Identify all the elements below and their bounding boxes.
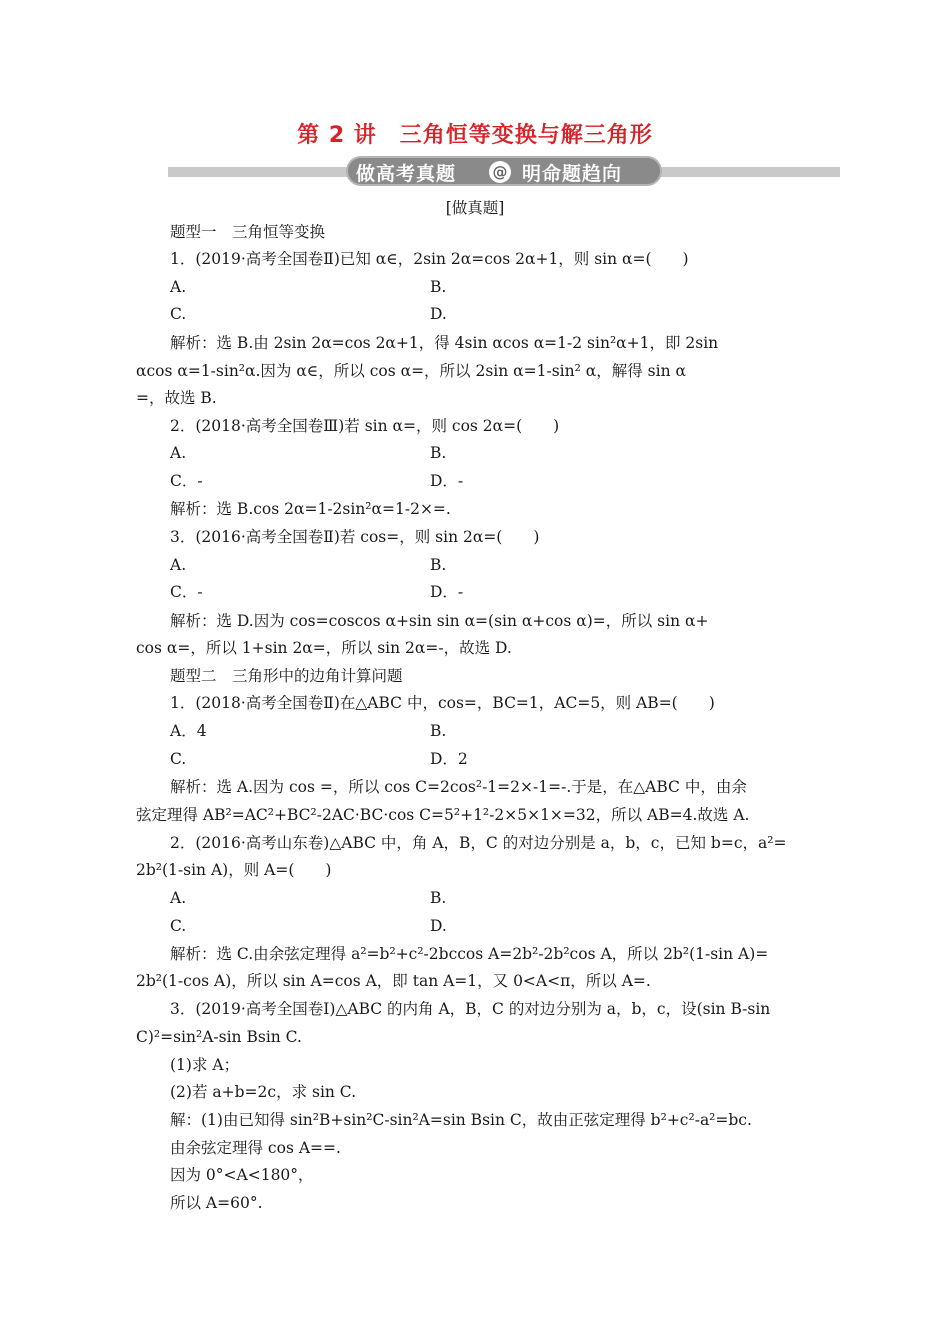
section-banner bbox=[168, 156, 840, 188]
option-a: A. bbox=[170, 556, 187, 574]
option-d: D．2 bbox=[430, 750, 468, 768]
solution-text: 解析：选 B.由 2sin 2α=cos 2α+1，得 4sin αcos α=1-2 sin²α+1，即 2sin bbox=[170, 334, 719, 352]
question-text: 2．(2016·高考山东卷)△ABC 中，角 A，B，C 的对边分别是 a，b，c，已知 b=c，a²= bbox=[170, 834, 787, 852]
question-text: 1．(2019·高考全国卷Ⅱ)已知 α∈，2sin 2α=cos 2α+1，则 sin α=( ) bbox=[170, 250, 689, 268]
at-icon: @ bbox=[489, 161, 511, 183]
option-c: C. bbox=[170, 917, 187, 935]
option-d: D. bbox=[430, 305, 447, 323]
topic-heading: 题型二 三角形中的边角计算问题 bbox=[170, 667, 403, 685]
solution-text: 由余弦定理得 cos A==. bbox=[170, 1139, 341, 1157]
solution-text: αcos α=1-sin²α.因为 α∈，所以 cos α=，所以 2sin α=1-sin² α，解得 sin α bbox=[136, 362, 686, 380]
option-c: C．- bbox=[170, 472, 203, 490]
option-d: D. bbox=[430, 917, 447, 935]
option-c: C. bbox=[170, 750, 187, 768]
option-a: A. bbox=[170, 889, 187, 907]
option-a: A. bbox=[170, 444, 187, 462]
solution-text: 所以 A=60°. bbox=[170, 1194, 263, 1212]
question-text: 3．(2016·高考全国卷Ⅱ)若 cos=，则 sin 2α=( ) bbox=[170, 528, 540, 546]
question-text: C)²=sin²A-sin Bsin C. bbox=[136, 1028, 302, 1046]
sub-question: (2)若 a+b=2c，求 sin C. bbox=[170, 1083, 357, 1101]
solution-text: 因为 0°<A<180°， bbox=[170, 1166, 314, 1184]
banner-right-text: 明命题趋向 bbox=[522, 163, 623, 185]
option-b: B. bbox=[430, 556, 447, 574]
solution-text: 弦定理得 AB²=AC²+BC²-2AC·BC·cos C=5²+1²-2×5×1×=32，所以 AB=4.故选 A. bbox=[136, 806, 750, 824]
question-text: 2．(2018·高考全国卷Ⅲ)若 sin α=，则 cos 2α=( ) bbox=[170, 417, 560, 435]
option-d: D．- bbox=[430, 472, 464, 490]
question-text: 2b²(1-sin A)，则 A=( ) bbox=[136, 861, 332, 879]
option-d: D．- bbox=[430, 583, 464, 601]
option-b: B. bbox=[430, 722, 447, 740]
solution-text: 解析：选 C.由余弦定理得 a²=b²+c²-2bccos A=2b²-2b²cos A，所以 2b²(1-sin A)= bbox=[170, 945, 769, 963]
page-title: 第 2 讲 三角恒等变换与解三角形 bbox=[297, 123, 653, 148]
sub-question: (1)求 A； bbox=[170, 1056, 240, 1074]
subsection-heading: [做真题] bbox=[445, 199, 505, 217]
option-a: A．4 bbox=[170, 722, 207, 740]
solution-text: cos α=，所以 1+sin 2α=，所以 sin 2α=-，故选 D. bbox=[136, 639, 512, 657]
banner-left-text: 做高考真题 bbox=[356, 163, 457, 185]
solution-text: 解：(1)由已知得 sin²B+sin²C-sin²A=sin Bsin C，故由正弦定理得 b²+c²-a²=bc. bbox=[170, 1111, 752, 1129]
banner-bar-right bbox=[652, 167, 840, 177]
banner-bar-left bbox=[168, 167, 356, 177]
solution-text: 解析：选 A.因为 cos =，所以 cos C=2cos²-1=2×-1=-.于是，在△ABC 中，由余 bbox=[170, 778, 747, 796]
solution-text: 2b²(1-cos A)，所以 sin A=cos A，即 tan A=1，又 0<A<π，所以 A=. bbox=[136, 972, 651, 990]
option-c: C. bbox=[170, 305, 187, 323]
option-b: B. bbox=[430, 444, 447, 462]
question-text: 1．(2018·高考全国卷Ⅱ)在△ABC 中，cos=，BC=1，AC=5，则 AB=( ) bbox=[170, 694, 715, 712]
solution-text: =，故选 B. bbox=[136, 389, 217, 407]
option-c: C．- bbox=[170, 583, 203, 601]
question-text: 3．(2019·高考全国卷Ⅰ)△ABC 的内角 A，B，C 的对边分别为 a，b，c，设(sin B-sin bbox=[170, 1000, 771, 1018]
option-b: B. bbox=[430, 278, 447, 296]
solution-text: 解析：选 D.因为 cos=coscos α+sin sin α=(sin α+cos α)=，所以 sin α+ bbox=[170, 612, 709, 630]
solution-text: 解析：选 B.cos 2α=1-2sin²α=1-2×=. bbox=[170, 500, 451, 518]
topic-heading: 题型一 三角恒等变换 bbox=[170, 223, 326, 241]
option-b: B. bbox=[430, 889, 447, 907]
option-a: A. bbox=[170, 278, 187, 296]
